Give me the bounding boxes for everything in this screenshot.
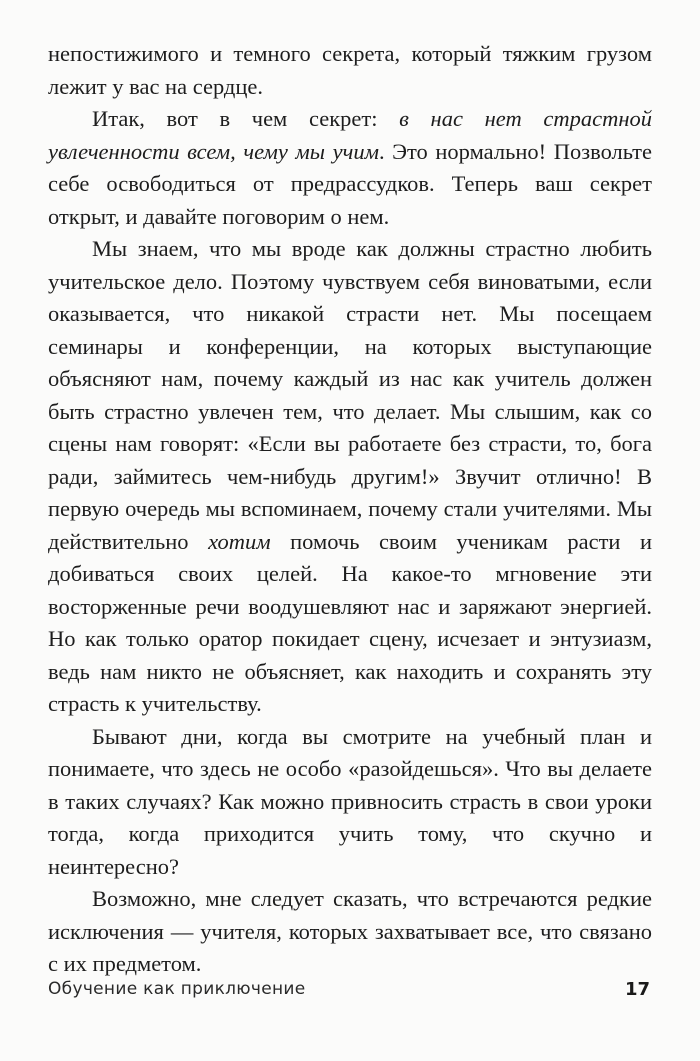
paragraph-1: [48, 38, 652, 103]
running-footer-title: Обучение как приключение: [48, 979, 306, 999]
paragraph-5-text: Возможно, мне следует сказать, что встречаются редкие исключения — учителя, которых захватывает все, что связано с их предметом.: [48, 886, 652, 976]
page-number: 17: [624, 978, 650, 1000]
paragraph-4: [48, 721, 652, 884]
paragraph-2: [48, 103, 652, 233]
page-footer: [48, 975, 650, 1003]
paragraph-2-text-end: . Это нормально! Позвольте себе освободиться от предрассудков. Теперь ваш секрет открыт, и давайте поговорим о нем.: [48, 138, 652, 229]
body-text: [48, 38, 652, 981]
paragraph-3-text-start: Мы знаем, что мы вроде как должны страстно любить учительское дело. Поэтому чувствуем себя виноватыми, если оказывается, что никакой страсти нет. Мы посещаем семинары и конференции, на которых выступающие объясняют нам, почему каждый из нас как учитель должен быть страстно увлечен тем, что делает. Мы слышим, как со сцены нам говорят: «Если вы работаете без страсти, то, бога ради, займитесь чем-нибудь другим!» Звучит отлично! В первую очередь мы вспоминаем, почему стали учителями. Мы действительно: [48, 236, 652, 554]
paragraph-3: [48, 233, 652, 721]
paragraph-4-text: Бывают дни, когда вы смотрите на учебный план и понимаете, что здесь не особо «разойдешься». Что вы делаете в таких случаях? Как можно привносить страсть в свои уроки тогда, когда приходится учить тому, что скучно и неинтересно?: [48, 723, 652, 879]
paragraph-2-italic-emphasis: в нас нет страстной увлеченности всем, чему мы учим: [48, 106, 652, 164]
paragraph-5: [48, 883, 652, 981]
paragraph-3-text-end: помочь своим ученикам расти и добиваться своих целей. На какое-то мгновение эти восторженные речи воодушевляют нас и заряжают энергией. Но как только оратор покидает сцену, исчезает и энтузиазм, ведь нам никто не объясняет, как находить и сохранять эту страсть к учительству.: [48, 528, 653, 716]
paragraph-1-text: непостижимого и темного секрета, который тяжким грузом лежит у вас на сердце.: [48, 41, 652, 99]
paragraph-3-italic-emphasis: хотим: [208, 528, 271, 554]
paragraph-2-text-start: Итак, вот в чем секрет:: [92, 106, 400, 131]
